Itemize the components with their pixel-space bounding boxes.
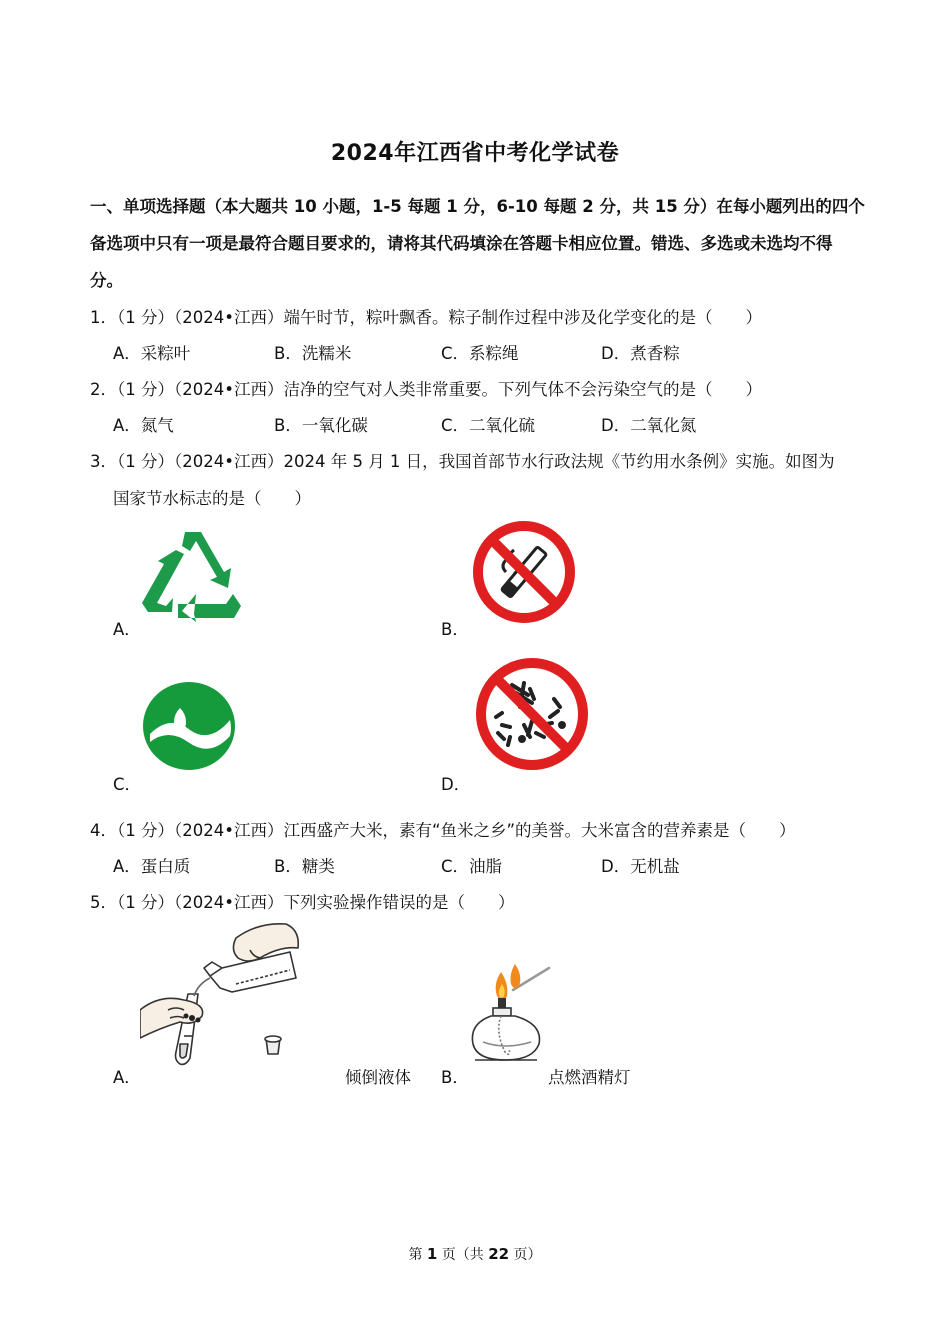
question-2-stem: 2．（1 分）（2024•江西）洁净的空气对人类非常重要。下列气体不会污染空气的是（ ） — [90, 380, 762, 399]
q4-option-d[interactable]: D．无机盐 — [601, 857, 680, 876]
q4-option-c[interactable]: C．油脂 — [441, 857, 503, 876]
page-footer — [0, 1244, 950, 1264]
question-1-stem: 1．（1 分）（2024•江西）端午时节，粽叶飘香。粽子制作过程中涉及化学变化的是（ ） — [90, 308, 762, 327]
q2-option-a[interactable]: A．氮气 — [113, 416, 174, 435]
question-3-stem-line-1: 3．（1 分）（2024•江西）2024 年 5 月 1 日，我国首部节水行政法规《节约用水条例》实施。如图为 — [90, 452, 835, 471]
pouring-liquid-illustration — [140, 918, 302, 1068]
q3-option-d[interactable]: D． — [441, 775, 471, 794]
q3-option-c[interactable]: C． — [113, 775, 142, 794]
q2-option-c[interactable]: C．二氧化硫 — [441, 416, 536, 435]
section-header-line-1: 一、单项选择题（本大题共 10 小题，1-5 每题 1 分，6-10 每题 2 分，共 15 分）在每小题列出的四个 — [90, 197, 865, 216]
no-fireworks-icon — [472, 655, 592, 773]
section-header-line-3: 分。 — [90, 271, 123, 290]
total-page-number: 22 — [488, 1245, 510, 1263]
footer-prefix: 第 — [408, 1247, 427, 1263]
q3-option-b[interactable]: B． — [441, 620, 469, 639]
q1-option-b[interactable]: B．洗糯米 — [274, 344, 352, 363]
q5-caption-a: 倾倒液体 — [345, 1068, 411, 1087]
question-5-stem: 5．（1 分）（2024•江西）下列实验操作错误的是（ ） — [90, 893, 515, 912]
question-3-stem-line-2: 国家节水标志的是（ ） — [113, 489, 311, 508]
q5-caption-b: 点燃酒精灯 — [548, 1068, 631, 1087]
q2-option-d[interactable]: D．二氧化氮 — [601, 416, 697, 435]
q5-option-b[interactable]: B． — [441, 1068, 469, 1087]
q2-option-b[interactable]: B．一氧化碳 — [274, 416, 368, 435]
alcohol-lamp-illustration — [465, 962, 557, 1070]
footer-suffix: 页） — [509, 1247, 542, 1263]
q1-option-a[interactable]: A．采粽叶 — [113, 344, 191, 363]
recycle-icon — [138, 524, 248, 624]
q4-option-a[interactable]: A．蛋白质 — [113, 857, 191, 876]
q1-option-d[interactable]: D．煮香粽 — [601, 344, 680, 363]
q1-option-c[interactable]: C．系粽绳 — [441, 344, 519, 363]
question-4-stem: 4．（1 分）（2024•江西）江西盛产大米，素有“鱼米之乡”的美誉。大米富含的营养素是（ ） — [90, 821, 796, 840]
water-saving-icon — [140, 680, 238, 772]
page-title: 2024年江西省中考化学试卷 — [330, 141, 620, 166]
q4-option-b[interactable]: B．糖类 — [274, 857, 335, 876]
q3-option-a[interactable]: A． — [113, 620, 141, 639]
current-page-number: 1 — [426, 1245, 438, 1263]
footer-middle: 页（共 — [437, 1247, 489, 1263]
q5-option-a[interactable]: A． — [113, 1068, 141, 1087]
section-header-line-2: 备选项中只有一项是最符合题目要求的，请将其代码填涂在答题卡相应位置。错选、多选或未选均不得 — [90, 234, 833, 253]
no-smoking-icon — [470, 518, 578, 626]
